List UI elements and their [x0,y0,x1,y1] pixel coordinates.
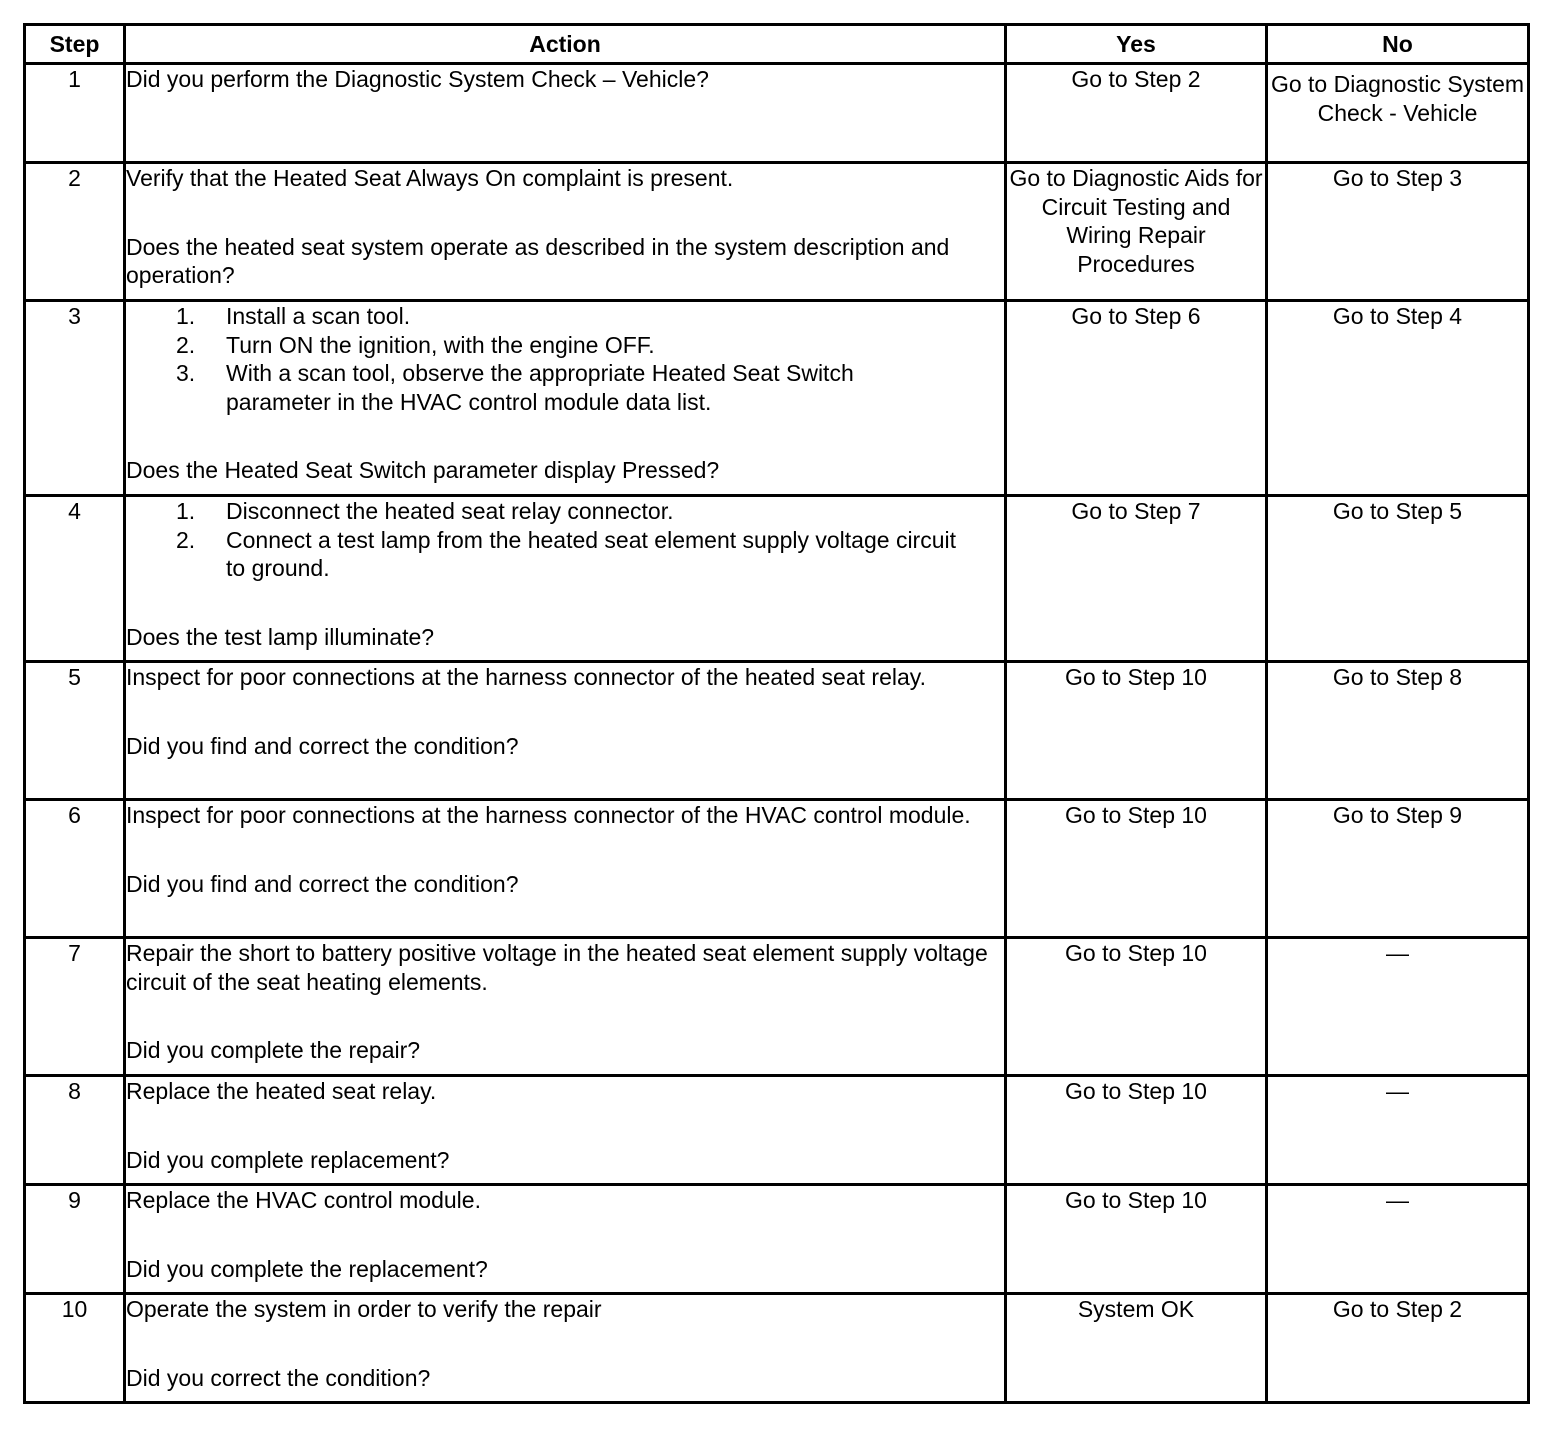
step-number: 7 [25,938,125,1076]
action-question: Does the heated seat system operate as described in the system description and operation? [126,233,950,288]
no-cell: Go to Step 9 [1267,800,1529,938]
action-text: Replace the HVAC control module. [126,1187,481,1213]
action-text: Inspect for poor connections at the harness connector of the heated seat relay. [126,664,926,690]
diagnostic-table [23,23,1530,1404]
table-row [25,1076,1529,1185]
yes-cell: Go to Step 7 [1006,496,1267,662]
action-cell [125,938,1006,1076]
action-cell [125,1294,1006,1403]
action-cell [125,1076,1006,1185]
list-item: 1. Disconnect the heated seat relay connector. [176,498,674,524]
no-cell: — [1267,1076,1529,1185]
step-number: 1 [25,64,125,163]
yes-cell: Go to Step 10 [1006,662,1267,800]
action-text: Inspect for poor connections at the harness connector of the HVAC control module. [126,802,971,828]
table-row [25,163,1529,301]
action-question: Does the test lamp illuminate? [126,623,435,650]
no-cell: Go to Step 8 [1267,662,1529,800]
table-row [25,662,1529,800]
step-number: 10 [25,1294,125,1403]
action-question: Did you find and correct the condition? [126,870,519,897]
table-row [25,1185,1529,1294]
list-item: 3. With a scan tool, observe the appropriate Heated Seat Switch parameter in the HVAC control module data list. [176,360,854,415]
list-item: 1. Install a scan tool. [176,303,411,329]
action-text: Replace the heated seat relay. [126,1078,437,1104]
action-question: Did you find and correct the condition? [126,732,519,759]
action-text: Repair the short to battery positive voltage in the heated seat element supply voltage circuit of the seat heating elements. [126,940,988,995]
action-question: Did you complete replacement? [126,1146,450,1173]
header-step: Step [25,25,125,64]
action-cell [125,301,1006,496]
no-cell: Go to Diagnostic System Check - Vehicle [1267,64,1529,163]
header-action: Action [125,25,1006,64]
header-row [25,25,1529,64]
yes-cell: Go to Step 10 [1006,1185,1267,1294]
table-row [25,1294,1529,1403]
step-number: 2 [25,163,125,301]
yes-cell: Go to Step 2 [1006,64,1267,163]
action-text: Did you perform the Diagnostic System Check – Vehicle? [126,66,709,92]
step-number: 8 [25,1076,125,1185]
step-number: 6 [25,800,125,938]
header-yes: Yes [1006,25,1267,64]
action-steps [126,497,1004,583]
table-row [25,64,1529,163]
action-question: Does the Heated Seat Switch parameter display Pressed? [126,457,720,483]
header-no: No [1267,25,1529,64]
no-cell: Go to Step 3 [1267,163,1529,301]
step-number: 4 [25,496,125,662]
action-question: Did you complete the repair? [126,1037,421,1063]
action-cell [125,662,1006,800]
action-cell [125,163,1006,301]
table-row [25,800,1529,938]
yes-cell: Go to Step 10 [1006,1076,1267,1185]
action-cell [125,1185,1006,1294]
no-cell: — [1267,938,1529,1076]
step-number: 3 [25,301,125,496]
list-item: 2. Turn ON the ignition, with the engine OFF. [176,331,655,358]
step-number: 9 [25,1185,125,1294]
table-row [25,938,1529,1076]
step-number: 5 [25,662,125,800]
action-cell [125,496,1006,662]
no-cell: Go to Step 5 [1267,496,1529,662]
no-cell: Go to Step 4 [1267,301,1529,496]
list-item: 2. Connect a test lamp from the heated seat element supply voltage circuit to ground. [176,526,957,581]
yes-cell: Go to Step 10 [1006,800,1267,938]
action-text: Operate the system in order to verify the repair [126,1296,602,1322]
action-question: Did you correct the condition? [126,1364,431,1391]
action-steps [126,302,1004,416]
action-text: Verify that the Heated Seat Always On complaint is present. [126,165,734,191]
table-row [25,496,1529,662]
yes-cell: Go to Step 10 [1006,938,1267,1076]
action-cell [125,800,1006,938]
no-cell: Go to Step 2 [1267,1294,1529,1403]
yes-cell: System OK [1006,1294,1267,1403]
no-cell: — [1267,1185,1529,1294]
table-row [25,301,1529,496]
yes-cell: Go to Step 6 [1006,301,1267,496]
yes-cell: Go to Diagnostic Aids for Circuit Testing and Wiring Repair Procedures [1006,163,1267,301]
action-cell [125,64,1006,163]
action-question: Did you complete the replacement? [126,1255,488,1282]
